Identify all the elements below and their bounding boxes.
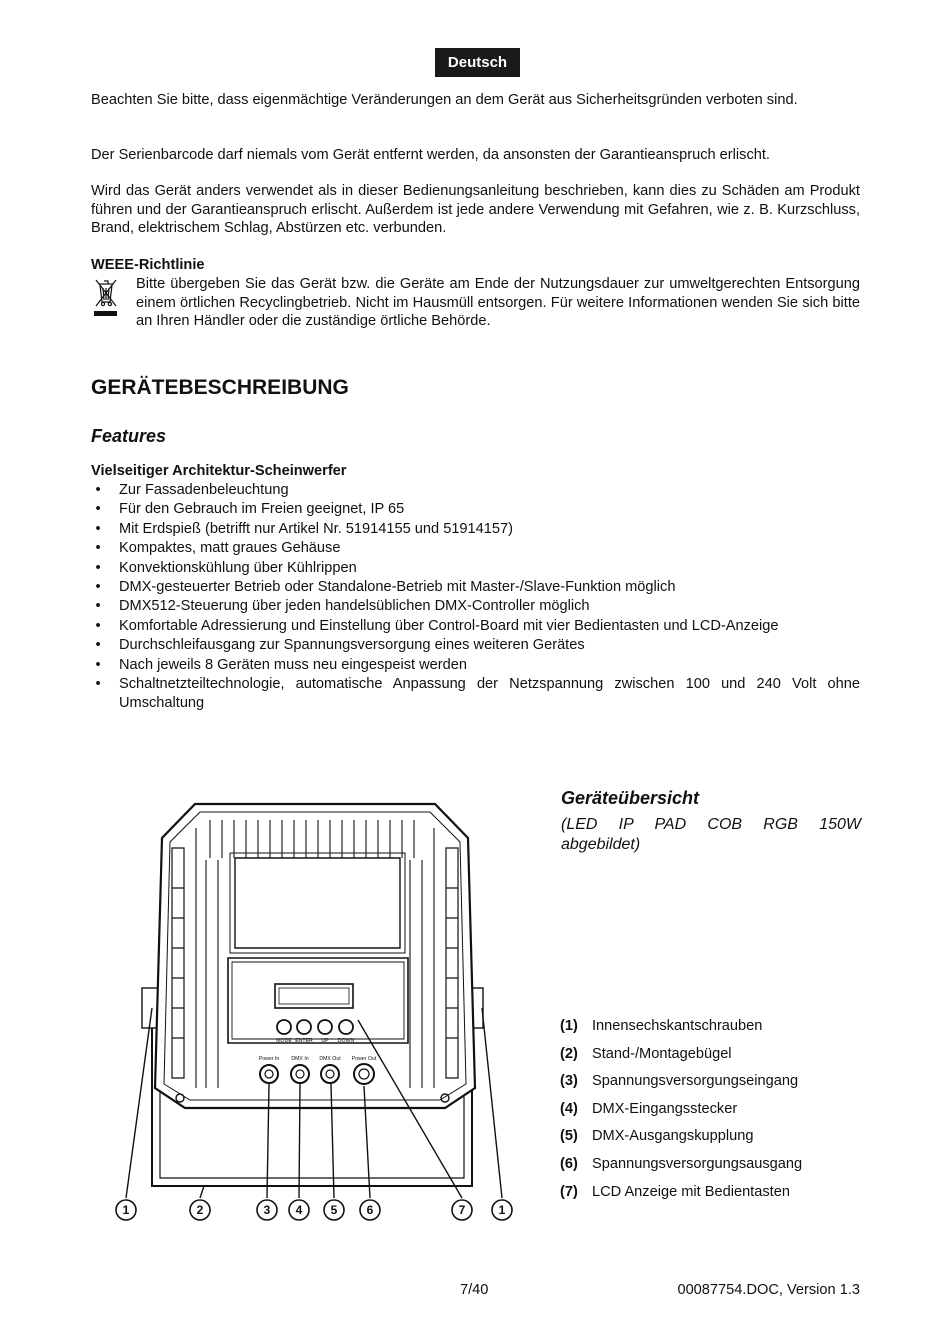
intro-paragraph-1: Beachten Sie bitte, dass eigenmächtige Veränderungen an dem Gerät aus Sicherheitsgründen verboten sind. — [91, 92, 798, 108]
list-item: • Konvektionskühlung über Kühlrippen — [91, 559, 860, 578]
callout-5: 5 — [330, 1203, 338, 1217]
list-item: • Mit Erdspieß (betrifft nur Artikel Nr. 51914155 und 51914157) — [91, 520, 860, 539]
document-version: 00087754.DOC, Version 1.3 — [677, 1282, 860, 1298]
list-item: • Nach jeweils 8 Geräten muss neu eingespeist werden — [91, 656, 860, 675]
legend-number: (4) — [560, 1100, 578, 1117]
legend-item — [560, 1018, 802, 1046]
legend-item — [560, 1156, 802, 1184]
button-label-up: UP — [321, 1038, 329, 1044]
language-badge: Deutsch — [435, 48, 520, 77]
button-label-mode: MODE — [276, 1038, 292, 1044]
socket-label-dmx-out: DMX Out — [319, 1056, 341, 1062]
legend-label: DMX-Ausgangskupplung — [592, 1128, 754, 1145]
button-label-down: DOWN — [337, 1038, 355, 1044]
callout-3: 3 — [263, 1203, 271, 1217]
socket-label-power-out: Power Out — [351, 1056, 377, 1062]
features-list — [91, 481, 860, 714]
legend-label: LCD Anzeige mit Bedientasten — [592, 1183, 790, 1200]
socket-label-dmx-in: DMX In — [291, 1056, 309, 1062]
device-drawing — [100, 798, 530, 1230]
callout-4: 4 — [295, 1203, 303, 1217]
list-item: • Schaltnetzteiltechnologie, automatische Anpassung der Netzspannung zwischen 100 und 240 Volt ohne Umschaltung — [91, 675, 860, 714]
legend-number: (1) — [560, 1018, 578, 1034]
product-title: Vielseitiger Architektur-Scheinwerfer — [91, 463, 347, 479]
page-number: 7/40 — [460, 1282, 489, 1298]
subtitle-text: (LED IP PAD COB RGB 150W — [561, 816, 861, 833]
overview-subtitle-line-1 — [561, 815, 861, 835]
list-item: • DMX-gesteuerter Betrieb oder Standalone-Betrieb mit Master-/Slave-Funktion möglich — [91, 578, 860, 597]
legend-item — [560, 1073, 802, 1101]
list-item: • Kompaktes, matt graues Gehäuse — [91, 539, 860, 558]
legend-number: (3) — [560, 1073, 578, 1090]
legend-label: DMX-Eingangsstecker — [592, 1100, 738, 1117]
intro-paragraph-3: Wird das Gerät anders verwendet als in dieser Bedienungsanleitung beschrieben, kann dies zu Schäden am Produkt führen und der Garantieanspruch erlischt. Außerdem ist jede andere Verwendung mit Gefahren, wie z. B. Kurzschluss, Brand, elektrischem Schlag, Abstürzen etc. verbunden. — [91, 183, 860, 236]
legend-list — [560, 1018, 802, 1211]
section-title: GERÄTEBESCHREIBUNG — [91, 376, 349, 399]
callout-7: 7 — [458, 1203, 466, 1217]
list-item: • Zur Fassadenbeleuchtung — [91, 481, 860, 500]
list-item: • Durchschleifausgang zur Spannungsversorgung eines weiteren Gerätes — [91, 636, 860, 655]
list-item: • DMX512-Steuerung über jeden handelsüblichen DMX-Controller möglich — [91, 597, 860, 616]
legend-number: (5) — [560, 1128, 578, 1145]
features-title: Features — [91, 426, 167, 446]
callout-2: 2 — [196, 1203, 204, 1217]
legend-label: Stand-/Montagebügel — [592, 1045, 732, 1062]
overview-title: Geräteübersicht — [561, 788, 700, 808]
intro-paragraph-2: Der Serienbarcode darf niemals vom Gerät entfernt werden, da ansonsten der Garantieanspruch erlischt. — [91, 147, 770, 163]
legend-item — [560, 1046, 802, 1074]
weee-text: Bitte übergeben Sie das Gerät bzw. die Geräte am Ende der Nutzungsdauer zur umweltgerechten Entsorgung einem örtlichen Recyclingbetrieb. Nicht im Hausmüll entsorgen. Für weitere Informationen wenden Sie sich bitte an Ihren Händler oder die zuständige örtliche Behörde. — [136, 276, 860, 329]
callout-1-left: 1 — [122, 1203, 130, 1217]
legend-number: (7) — [560, 1183, 578, 1200]
socket-label-power-in: Power In — [258, 1056, 280, 1062]
legend-number: (2) — [560, 1045, 578, 1062]
legend-item — [560, 1101, 802, 1129]
legend-item — [560, 1128, 802, 1156]
legend-label: Innensechskantschrauben — [592, 1018, 763, 1034]
legend-label: Spannungsversorgungseingang — [592, 1073, 799, 1090]
legend-label: Spannungsversorgungsausgang — [592, 1155, 803, 1172]
legend-item — [560, 1184, 802, 1212]
list-item: • Für den Gebrauch im Freien geeignet, IP 65 — [91, 500, 860, 519]
overview-subtitle — [561, 815, 861, 855]
crossed-bin-icon — [91, 276, 121, 320]
legend-number: (6) — [560, 1155, 578, 1172]
overview-subtitle-line-2: abgebildet) — [561, 836, 641, 853]
weee-title: WEEE-Richtlinie — [91, 257, 205, 273]
callout-1-right: 1 — [498, 1203, 506, 1217]
button-label-enter: ENTER — [295, 1038, 313, 1044]
callout-6: 6 — [366, 1203, 374, 1217]
list-item: • Komfortable Adressierung und Einstellung über Control-Board mit vier Bedientasten und LCD-Anzeige — [91, 617, 860, 636]
